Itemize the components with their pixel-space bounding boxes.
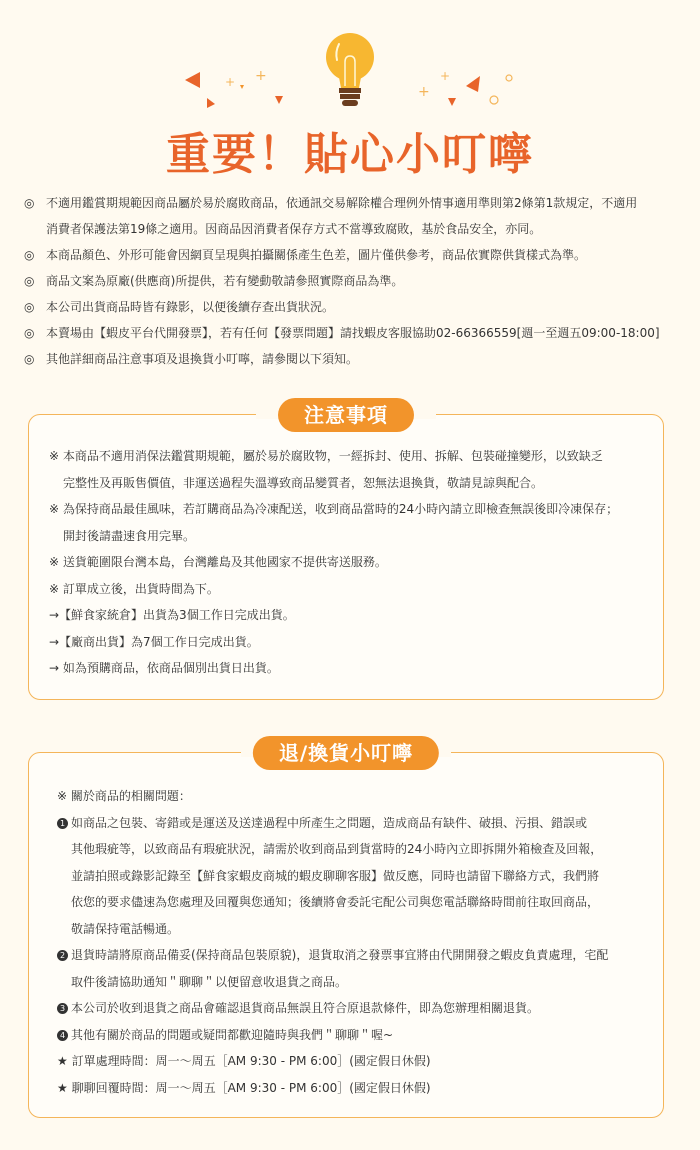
- note-item-continued: 消費者保護法第19條之適用。因商品因消費者保存方式不當導致腐敗，基於食品安全，亦同。: [46, 222, 542, 236]
- circle-marker-icon: ◎: [24, 352, 35, 366]
- circle-marker-icon: ◎: [24, 326, 35, 340]
- note-item: ◎ 本賣場由【蝦皮平台代開發票】，若有任何【發票問題】請找蝦皮客服協助02-66366559[週一至週五09:00-18:00]: [24, 320, 679, 346]
- returns-item-continued: 依您的要求儘速為您處理及回覆與您通知；後續將會委託宅配公司與您電話聯絡時間前往取回商品，: [71, 895, 600, 909]
- returns-item-continued: 敬請保持電話暢通。: [71, 921, 180, 936]
- returns-item: 2 退貨時請將原商品備妥(保持商品包裝原貌)，退貨取消之發票事宜將由代開開發之蝦皮負責處理，宅配: [57, 942, 647, 969]
- returns-box: [28, 741, 664, 1118]
- number-badge-icon: 1: [57, 818, 68, 829]
- svg-text:+: +: [255, 68, 267, 84]
- number-badge-icon: 3: [57, 1003, 68, 1014]
- notice-line: ※ 為保持商品最佳風味，若訂購商品為冷凍配送，收到商品當時的24小時內請立即檢查無誤後即冷凍保存；: [49, 502, 619, 516]
- svg-text:+: +: [225, 75, 236, 89]
- header: [0, 0, 700, 190]
- circle-marker-icon: ◎: [24, 196, 35, 210]
- note-item: ◎ 本商品顏色、外形可能會因網頁呈現與拍攝關係產生色差，圖片僅供參考，商品依實際供貨樣式為準。: [24, 242, 679, 268]
- svg-text:+: +: [440, 69, 451, 83]
- notice-line: ※ 本商品不適用消保法鑑賞期規範，屬於易於腐敗物，一經拆封、使用、拆解、包裝碰撞變形，以致缺乏: [49, 449, 603, 463]
- circle-marker-icon: ◎: [24, 300, 35, 314]
- returns-item: 1 如商品之包裝、寄錯或是運送及送達過程中所產生之問題，造成商品有缺件、破損、污損、錯誤或: [57, 810, 647, 837]
- note-item: ◎ 商品文案為原廠(供應商)所提供，若有變動敬請參照實際商品為準。: [24, 268, 679, 294]
- returns-item-continued: 取件後請協助通知＂聊聊＂以便留意收退貨之商品。: [71, 974, 348, 989]
- circle-marker-icon: ◎: [24, 274, 35, 288]
- notice-line-continued: 完整性及再販售價值，非運送過程失溫導致商品變質者，恕無法退換貨，敬請見諒與配合。: [63, 475, 544, 490]
- general-notes: [24, 190, 679, 372]
- number-badge-icon: 4: [57, 1030, 68, 1041]
- notice-line: →【廠商出貨】為7個工作日完成出貨。: [49, 634, 259, 649]
- notice-line: → 如為預購商品，依商品個別出貨日出貨。: [49, 661, 279, 675]
- returns-title-badge: 退/換貨小叮嚀: [253, 736, 439, 770]
- returns-item: 3 本公司於收到退貨之商品會確認退貨商品無誤且符合原退款條件，即為您辦理相關退貨。: [57, 995, 647, 1022]
- page-title: 重要！貼心小叮嚀: [166, 129, 534, 180]
- lightbulb-icon: [325, 30, 375, 110]
- notice-list: [49, 443, 649, 682]
- number-badge-icon: 2: [57, 950, 68, 961]
- notice-line-continued: 開封後請盡速食用完畢。: [63, 528, 196, 543]
- notice-line: ※ 送貨範圍限台灣本島，台灣離島及其他國家不提供寄送服務。: [49, 555, 387, 569]
- circle-marker-icon: ◎: [24, 248, 35, 262]
- note-item: ◎ 本公司出貨商品時皆有錄影，以便後續存查出貨狀況。: [24, 294, 679, 320]
- returns-item-continued: 並請拍照或錄影記錄至【鮮食家蝦皮商城的蝦皮聊聊客服】做反應，同時也請留下聯絡方式，我們將: [71, 868, 600, 883]
- order-hours: ★ 訂單處理時間：周一～周五［AM 9:30 - PM 6:00］(國定假日休假): [57, 1054, 431, 1068]
- returns-item-continued: 其他瑕疵等，以致商品有瑕疵狀況，請需於收到商品到貨當時的24小時內立即拆開外箱檢查及回報，: [71, 842, 603, 856]
- notice-box: [28, 403, 664, 700]
- chat-hours: ★ 聊聊回覆時間：周一～周五［AM 9:30 - PM 6:00］(國定假日休假): [57, 1080, 431, 1095]
- returns-item: 4 其他有關於商品的問題或疑問都歡迎隨時與我們＂聊聊＂喔~: [57, 1022, 647, 1049]
- notice-line: →【鮮食家統倉】出貨為3個工作日完成出貨。: [49, 608, 295, 622]
- notice-line: ※ 訂單成立後，出貨時間為下。: [49, 581, 219, 596]
- note-item: ◎ 其他詳細商品注意事項及退換貨小叮嚀，請參閱以下須知。: [24, 346, 679, 372]
- returns-intro: ※ 關於商品的相關問題：: [57, 789, 191, 803]
- notice-title-badge: 注意事項: [278, 398, 414, 432]
- note-item: ◎ 不適用鑑賞期規範因商品屬於易於腐敗商品，依通訊交易解除權合理例外情事適用準則第2條第1款規定，不適用: [24, 190, 679, 216]
- svg-text:+: +: [418, 84, 430, 100]
- returns-list: [57, 783, 647, 1101]
